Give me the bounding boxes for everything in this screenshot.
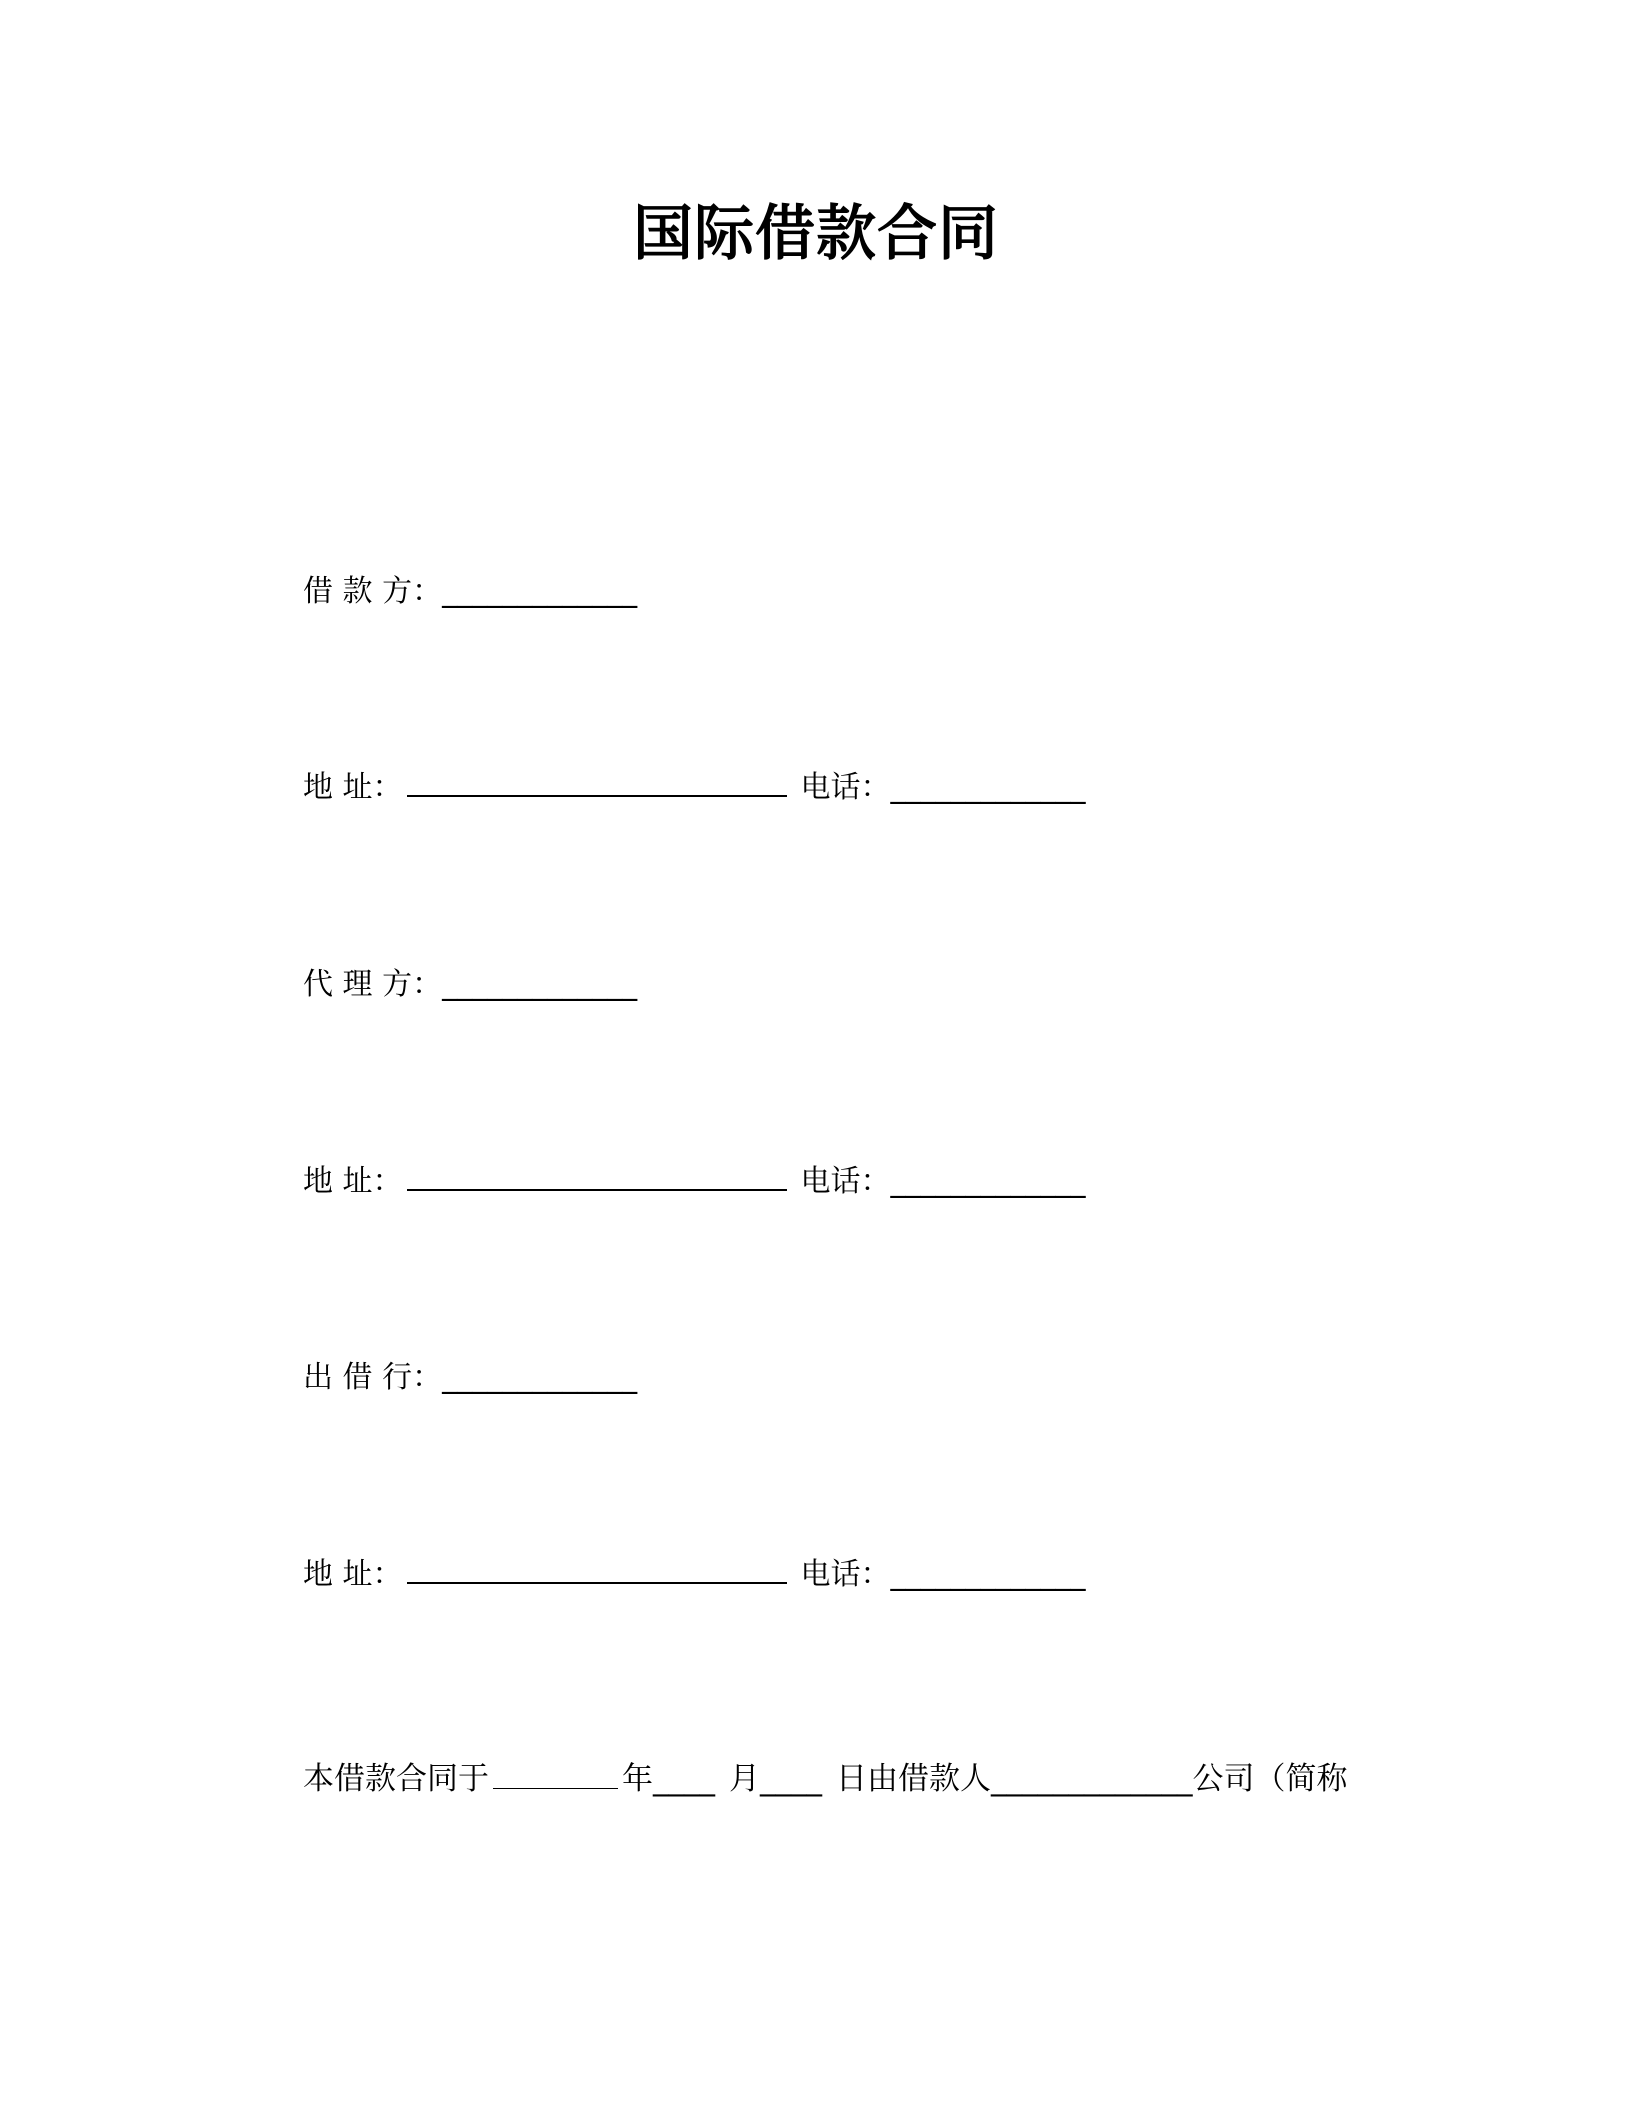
agent-address-row [303, 1160, 1086, 1204]
opening-year-label: 年 [622, 1761, 653, 1797]
opening-text-2: 日由借款人 [836, 1761, 991, 1797]
opening-month-label: 月 [729, 1761, 760, 1797]
borrower-address-blank[interactable] [407, 769, 787, 797]
agent-blank[interactable]: _____________ [442, 967, 638, 1002]
date-month-blank[interactable]: ____ [653, 1761, 715, 1797]
date-day-blank[interactable]: ____ [760, 1761, 822, 1797]
lender-address-label: 地 址： [303, 1557, 403, 1592]
document-title: 国际借款合同 [633, 199, 999, 269]
lender-address-blank[interactable] [407, 1556, 787, 1584]
agent-phone-label: 电话： [800, 1164, 891, 1199]
borrower-company-blank[interactable]: _____________ [991, 1761, 1193, 1797]
date-year-blank[interactable] [493, 1762, 618, 1789]
contract-opening-line [303, 1756, 1348, 1802]
lender-phone-blank[interactable]: _____________ [890, 1557, 1086, 1592]
borrower-address-row [303, 766, 1086, 810]
agent-address-blank[interactable] [407, 1163, 787, 1191]
borrower-phone-label: 电话： [800, 770, 891, 805]
agent-label: 代 理 方： [303, 967, 443, 1002]
lender-phone-label: 电话： [800, 1557, 891, 1592]
borrower-phone-blank[interactable]: _____________ [890, 770, 1086, 805]
borrower-label: 借 款 方： [303, 574, 443, 609]
lender-blank[interactable]: _____________ [442, 1360, 638, 1395]
lender-row [303, 1356, 637, 1400]
agent-phone-blank[interactable]: _____________ [890, 1164, 1086, 1199]
borrower-row [303, 570, 637, 614]
borrower-blank[interactable]: _____________ [442, 574, 638, 609]
agent-row [303, 963, 637, 1007]
agent-address-label: 地 址： [303, 1164, 403, 1199]
opening-text-1: 本借款合同于 [303, 1761, 489, 1797]
lender-label: 出 借 行： [303, 1360, 443, 1395]
lender-address-row [303, 1553, 1086, 1597]
borrower-address-label: 地 址： [303, 770, 403, 805]
opening-text-3: 公司（简称 [1192, 1761, 1348, 1797]
